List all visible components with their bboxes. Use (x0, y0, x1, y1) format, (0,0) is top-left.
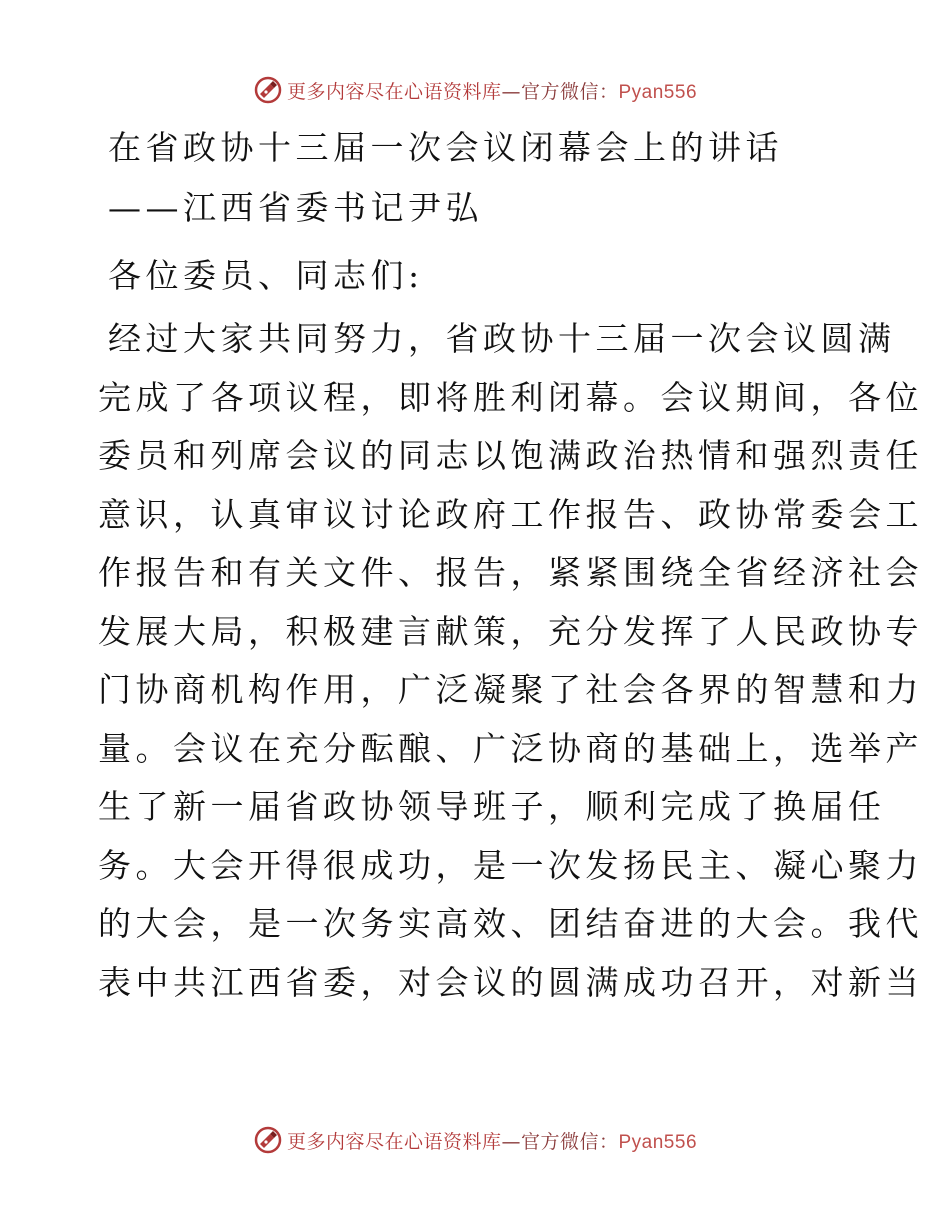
paragraph-line: 门协商机构作用，广泛凝聚了社会各界的智慧和力 (98, 670, 923, 709)
paragraph-line: 发展大局，积极建言献策，充分发挥了人民政协专 (98, 611, 923, 651)
pen-logo-icon (253, 75, 283, 105)
watermark-wechat-id: Pyan556 (618, 81, 698, 103)
watermark-separator: —官方微信： (501, 80, 619, 103)
paragraph-line: 作报告和有关文件、报告，紧紧围绕全省经济社会 (98, 553, 923, 592)
watermark-text (287, 1127, 697, 1154)
paragraph-line: 经过大家共同努力，省政协十三届一次会议圆满 (108, 319, 896, 358)
document-body (98, 122, 923, 1012)
paragraph-line: 完成了各项议程，即将胜利闭幕。会议期间，各位 (98, 377, 923, 417)
salutation: 各位委员、同志们: (108, 256, 424, 295)
document-author: ——江西省委书记尹弘 (108, 188, 483, 227)
watermark-separator: —官方微信： (501, 1130, 619, 1153)
watermark-wechat-id: Pyan556 (618, 1131, 698, 1153)
watermark-header (0, 70, 950, 110)
watermark-text (287, 77, 697, 104)
paragraph (98, 310, 923, 1012)
watermark-slogan: 更多内容尽在心语资料库 (286, 1130, 502, 1153)
paragraph-line: 的大会，是一次务实高效、团结奋进的大会。我代 (98, 904, 923, 943)
paragraph-line: 务。大会开得很成功，是一次发扬民主、凝心聚力 (98, 845, 923, 885)
paragraph-line: 意识，认真审议讨论政府工作报告、政协常委会工 (98, 494, 923, 534)
document-title: 在省政协十三届一次会议闭幕会上的讲话 (108, 128, 783, 167)
paragraph-line: 量。会议在充分酝酿、广泛协商的基础上，选举产 (98, 728, 923, 768)
paragraph-line: 表中共江西省委，对会议的圆满成功召开，对新当 (98, 962, 923, 1002)
pen-logo-icon (253, 1125, 283, 1155)
watermark-slogan: 更多内容尽在心语资料库 (286, 80, 502, 103)
paragraph-line: 委员和列席会议的同志以饱满政治热情和强烈责任 (98, 436, 923, 475)
paragraph-line: 生了新一届省政协领导班子，顺利完成了换届任 (98, 787, 886, 826)
watermark-footer (0, 1120, 950, 1160)
